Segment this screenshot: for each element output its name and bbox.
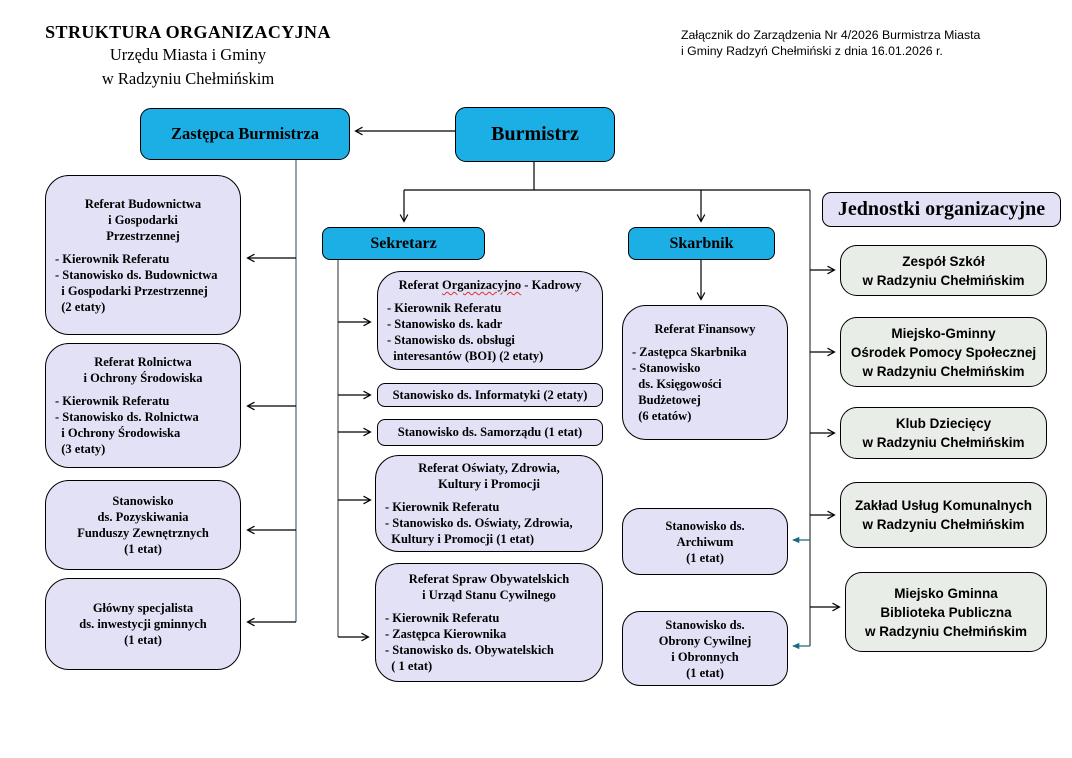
text-line: - Zastępca Kierownika: [385, 627, 507, 641]
node-osrodek-pomocy-spolecznej: [840, 317, 1047, 387]
text-line: (1 etat): [686, 550, 724, 565]
node-referat-budownictwa: [45, 175, 241, 335]
text-line: ( 1 etat): [385, 659, 433, 673]
node-burmistrz-label: Burmistrz: [491, 123, 579, 145]
text-line: Zespół Szkół: [902, 253, 985, 269]
text-line: Kultury i Promocji: [438, 477, 540, 491]
text-line: i Ochrony Środowiska: [55, 426, 181, 440]
node-referat-oswiaty: [375, 455, 603, 552]
box-items: [376, 499, 602, 547]
page-title-line2: Urzędu Miasta i Gminy: [109, 45, 267, 64]
text-line: w Radzyniu Chełmińskim: [862, 272, 1025, 288]
box-title: [623, 518, 787, 566]
text-line: Przestrzennej: [106, 228, 180, 243]
text-line: - Kierownik Referatu: [385, 500, 500, 514]
box-items: [623, 344, 787, 424]
text-line: Referat Spraw Obywatelskich: [408, 572, 570, 586]
page-title-line3: w Radzyniu Chełmińskim: [101, 69, 275, 88]
org-units-header: [822, 192, 1061, 227]
title-misspelled-word: Organizacyjno: [442, 278, 522, 292]
node-burmistrz: [455, 107, 615, 162]
node-zespol-szkol: [840, 245, 1047, 296]
text-line: (1 etat): [686, 665, 724, 680]
box-lines: [841, 414, 1046, 452]
box-title: [46, 493, 240, 557]
node-glowny-specjalista: [45, 578, 241, 670]
text-line: Referat Rolnictwa: [94, 355, 192, 369]
box-items: [46, 393, 240, 457]
text-line: Biblioteka Publiczna: [880, 604, 1012, 620]
node-stanowisko-samorzadu: [377, 419, 603, 446]
node-klub-dzieciecy: [840, 407, 1047, 459]
node-referat-spraw-obywatelskich: [375, 563, 603, 682]
text-line: - Zastępca Skarbnika: [632, 345, 747, 359]
node-sekretarz: [322, 227, 485, 260]
box-lines: [841, 496, 1046, 534]
text-line: ds. Księgowości: [632, 377, 722, 391]
text-line: i Gospodarki: [108, 212, 178, 227]
text-line: (6 etatów): [632, 409, 692, 423]
text-line: Miejsko-Gminny: [891, 325, 996, 341]
box-title: [46, 196, 240, 244]
title-prefix: Referat: [398, 278, 442, 292]
box-items: [376, 610, 602, 674]
box-lines: [846, 584, 1046, 641]
text-line: Stanowisko ds.: [665, 617, 745, 632]
node-skarbnik-label: Skarbnik: [669, 234, 734, 252]
box-label: Stanowisko ds. Samorządu (1 etat): [397, 425, 583, 439]
title-suffix: - Kadrowy: [521, 278, 582, 292]
text-line: Miejsko Gminna: [894, 585, 998, 601]
text-line: Budżetowej: [632, 393, 701, 407]
box-title: [376, 571, 602, 603]
box-lines: [841, 252, 1046, 290]
text-line: i Obronnych: [671, 649, 739, 664]
node-stanowisko-informatyki: [377, 383, 603, 407]
text-line: w Radzyniu Chełmińskim: [862, 517, 1025, 532]
text-line: w Radzyniu Chełmińskim: [862, 363, 1025, 379]
text-line: - Stanowisko ds. obsługi: [387, 333, 515, 347]
box-title: [46, 354, 240, 386]
text-line: Archiwum: [676, 534, 734, 549]
teal-connectors: [793, 540, 810, 646]
text-line: i Ochrony Środowiska: [83, 371, 203, 385]
text-line: - Stanowisko: [632, 361, 701, 375]
text-line: ds. Pozyskiwania: [97, 510, 189, 524]
text-line: Ośrodek Pomocy Społecznej: [850, 344, 1037, 360]
node-zaklad-uslug-komunalnych: [840, 482, 1047, 548]
org-units-header-label: Jednostki organizacyjne: [837, 198, 1046, 220]
text-line: Referat Budownictwa: [84, 196, 202, 211]
node-zastepca-burmistrza: [140, 108, 350, 160]
text-line: i Urząd Stanu Cywilnego: [422, 588, 556, 602]
text-line: Zakład Usług Komunalnych: [854, 498, 1033, 513]
annotation-line2: i Gminy Radzyń Chełmiński z dnia 16.01.2026 r.: [681, 44, 943, 58]
node-referat-finansowy: [622, 305, 788, 440]
page-title: [8, 22, 368, 91]
text-line: i Gospodarki Przestrzennej: [55, 283, 208, 298]
text-line: - Stanowisko ds. Oświaty, Zdrowia,: [385, 516, 573, 530]
box-title: [623, 321, 787, 337]
text-line: Obrony Cywilnej: [658, 633, 752, 648]
text-line: Stanowisko ds.: [665, 518, 745, 533]
text-line: (1 etat): [124, 633, 162, 647]
node-referat-rolnictwa: [45, 343, 241, 468]
text-line: - Kierownik Referatu: [55, 251, 170, 266]
text-line: Stanowisko: [112, 494, 174, 508]
box-title: [46, 600, 240, 648]
box-title: [378, 277, 602, 293]
annotation-line1: Załącznik do Zarządzenia Nr 4/2026 Burmistrza Miasta: [681, 28, 981, 42]
annotation: [681, 27, 1066, 59]
text-line: - Kierownik Referatu: [385, 611, 500, 625]
node-skarbnik: [628, 227, 775, 260]
text-line: ds. inwestycji gminnych: [79, 617, 207, 631]
box-lines: [841, 324, 1046, 381]
text-line: Funduszy Zewnętrznych: [77, 526, 209, 540]
node-referat-organizacyjno-kadrowy: [377, 271, 603, 370]
node-sekretarz-label: Sekretarz: [370, 234, 437, 252]
text-line: Kultury i Promocji (1 etat): [385, 532, 535, 546]
text-line: - Stanowisko ds. kadr: [387, 317, 503, 331]
text-line: (2 etaty): [55, 299, 106, 314]
text-line: Główny specjalista: [92, 601, 194, 615]
text-line: Klub Dziecięcy: [895, 416, 992, 431]
node-zastepca-label: Zastępca Burmistrza: [170, 124, 320, 143]
node-stanowisko-archiwum: [622, 508, 788, 575]
text-line: - Stanowisko ds. Rolnictwa: [55, 410, 199, 424]
text-line: (1 etat): [124, 542, 162, 556]
node-biblioteka-publiczna: [845, 572, 1047, 652]
text-line: - Stanowisko ds. Budownictwa: [55, 267, 218, 282]
text-line: w Radzyniu Chełmińskim: [862, 435, 1025, 450]
text-line: interesantów (BOI) (2 etaty): [387, 349, 544, 363]
box-items: [46, 251, 240, 315]
box-items: [378, 300, 602, 364]
text-line: - Kierownik Referatu: [55, 394, 170, 408]
text-line: Referat Finansowy: [654, 322, 756, 336]
node-stanowisko-obrony-cywilnej: [622, 611, 788, 686]
box-label: Stanowisko ds. Informatyki (2 etaty): [392, 387, 588, 402]
text-line: - Kierownik Referatu: [387, 301, 502, 315]
text-line: - Stanowisko ds. Obywatelskich: [385, 643, 554, 657]
page-title-line1: STRUKTURA ORGANIZACYJNA: [45, 22, 331, 42]
node-stanowisko-fundusze: [45, 480, 241, 570]
box-title: [623, 617, 787, 681]
text-line: Referat Oświaty, Zdrowia,: [418, 461, 560, 475]
text-line: w Radzyniu Chełmińskim: [864, 623, 1028, 639]
text-line: (3 etaty): [55, 442, 106, 456]
box-title: [376, 460, 602, 492]
